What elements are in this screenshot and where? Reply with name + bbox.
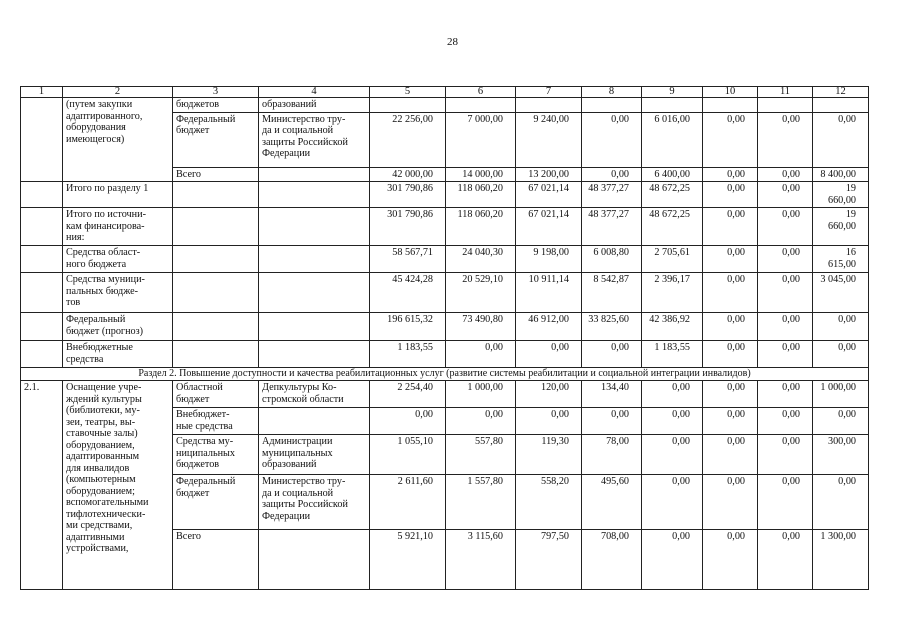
value-cell: 0,00: [642, 475, 703, 530]
row-number-cell: [21, 98, 63, 182]
value-cell: 16 615,00: [813, 246, 869, 273]
value-cell: 0,00: [703, 530, 758, 590]
cell-line: ниципальных: [176, 447, 235, 459]
source-cell: [173, 435, 259, 475]
cell-line: вспомогательными: [66, 497, 149, 508]
cell-line: тифлотехнически-: [66, 508, 146, 520]
executor-cell: [259, 208, 370, 246]
value-cell: 6 016,00: [642, 112, 703, 167]
value-cell: 557,80: [446, 435, 516, 475]
value-cell: 13 200,00: [516, 167, 582, 182]
value-cell: 1 557,80: [446, 475, 516, 530]
cell-line: Оснащение учре-: [66, 382, 142, 393]
table-row: [21, 273, 869, 313]
value-cell: 42 000,00: [370, 167, 446, 182]
value-cell: 0,00: [758, 475, 813, 530]
cell-line: адаптивными: [66, 531, 125, 543]
value-cell: [703, 98, 758, 113]
value-cell: 0,00: [642, 408, 703, 435]
source-cell: [173, 182, 259, 208]
description-cell: [63, 381, 173, 590]
value-cell: 1 000,00: [813, 381, 869, 408]
value-cell: 42 386,92: [642, 313, 703, 341]
value-cell: 73 490,80: [446, 313, 516, 341]
value-cell: 9 240,00: [516, 112, 582, 167]
cell-line: (библиотеки, му-: [66, 405, 140, 416]
value-cell: 10 911,14: [516, 273, 582, 313]
value-cell: 48 672,25: [642, 182, 703, 208]
value-cell: 0,00: [703, 273, 758, 313]
value-cell: 0,00: [642, 381, 703, 408]
value-cell: [582, 98, 642, 113]
source-cell: [173, 112, 259, 167]
value-cell: 2 611,60: [370, 475, 446, 530]
cell-line: бюджетов: [176, 459, 220, 470]
value-cell: 0,00: [370, 408, 446, 435]
executor-cell: [259, 530, 370, 590]
cell-line: да и социальной: [262, 487, 334, 499]
value-cell: 300,00: [813, 435, 869, 475]
description-cell: [63, 98, 173, 182]
value-cell: 301 790,86: [370, 182, 446, 208]
section-title-row: [21, 368, 869, 381]
executor-cell: образований: [259, 98, 370, 113]
value-cell: 0,00: [813, 313, 869, 341]
cell-line: бюджет: [176, 393, 210, 405]
description-cell: [63, 313, 173, 341]
value-cell: 0,00: [703, 208, 758, 246]
cell-line: тов: [66, 297, 81, 308]
cell-line: (путем закупки: [66, 99, 133, 110]
value-cell: 1 183,55: [370, 341, 446, 368]
value-cell: 0,00: [582, 408, 642, 435]
value-cell: 0,00: [703, 182, 758, 208]
value-cell: 120,00: [516, 381, 582, 408]
source-cell: Всего: [173, 530, 259, 590]
executor-cell: [259, 112, 370, 167]
executor-cell: [259, 167, 370, 182]
value-cell: [370, 98, 446, 113]
column-header: 10: [703, 87, 758, 98]
cell-line: ные средства: [176, 420, 233, 432]
value-cell: 20 529,10: [446, 273, 516, 313]
cell-line: образований: [262, 459, 317, 470]
cell-line: ми средствами,: [66, 520, 133, 531]
value-cell: 0,00: [703, 341, 758, 368]
column-header: 3: [173, 87, 259, 98]
executor-cell: [259, 246, 370, 273]
description-cell: [63, 273, 173, 313]
value-cell: [516, 98, 582, 113]
row-number-cell: [21, 273, 63, 313]
source-cell: Всего: [173, 167, 259, 182]
value-cell: 1 055,10: [370, 435, 446, 475]
value-cell: 1 000,00: [446, 381, 516, 408]
value-cell: 558,20: [516, 475, 582, 530]
value-cell: 0,00: [758, 167, 813, 182]
cell-line: зеи, театры, вы-: [66, 416, 136, 428]
source-cell: [173, 381, 259, 408]
value-cell: 3 115,60: [446, 530, 516, 590]
row-number-cell: 2.1.: [21, 381, 63, 590]
value-cell: 0,00: [813, 408, 869, 435]
cell-line: Министерство тру-: [262, 113, 346, 125]
table-row: [21, 98, 869, 113]
value-cell: 134,40: [582, 381, 642, 408]
budget-table: [20, 86, 869, 590]
value-cell: 67 021,14: [516, 208, 582, 246]
value-cell: 58 567,71: [370, 246, 446, 273]
cell-line: кам финансирова-: [66, 220, 145, 232]
value-cell: 0,00: [446, 408, 516, 435]
cell-line: средства: [66, 353, 104, 365]
header-row: [21, 87, 869, 98]
value-cell: 0,00: [582, 167, 642, 182]
cell-line: стромской области: [262, 393, 344, 405]
value-cell: 0,00: [516, 341, 582, 368]
value-cell: 1 300,00: [813, 530, 869, 590]
source-cell: [173, 313, 259, 341]
cell-line: Министерство тру-: [262, 476, 346, 487]
value-cell: 118 060,20: [446, 182, 516, 208]
cell-line: Федеральный: [176, 476, 236, 487]
value-cell: 0,00: [758, 530, 813, 590]
cell-line: устройствами,: [66, 543, 129, 554]
value-cell: 19 660,00: [813, 208, 869, 246]
value-cell: 495,60: [582, 475, 642, 530]
value-cell: 46 912,00: [516, 313, 582, 341]
description-cell: [63, 341, 173, 368]
value-cell: 118 060,20: [446, 208, 516, 246]
executor-cell: [259, 381, 370, 408]
row-number-cell: [21, 246, 63, 273]
value-cell: 48 377,27: [582, 208, 642, 246]
cell-line: имеющегося): [66, 133, 125, 145]
table-row: [21, 182, 869, 208]
value-cell: 0,00: [758, 182, 813, 208]
value-cell: 45 424,28: [370, 273, 446, 313]
cell-line: Депкультуры Ко-: [262, 382, 337, 393]
cell-line: оборудованием,: [66, 439, 135, 451]
value-cell: 0,00: [642, 435, 703, 475]
value-cell: 0,00: [642, 530, 703, 590]
cell-line: да и социальной: [262, 125, 334, 136]
value-cell: 14 000,00: [446, 167, 516, 182]
description-cell: [63, 246, 173, 273]
value-cell: 0,00: [703, 408, 758, 435]
row-number-cell: [21, 208, 63, 246]
value-cell: 0,00: [758, 341, 813, 368]
value-cell: 6 008,80: [582, 246, 642, 273]
cell-line: Внебюджет-: [176, 409, 230, 420]
value-cell: 1 183,55: [642, 341, 703, 368]
column-header: 5: [370, 87, 446, 98]
cell-line: оборудованием;: [66, 485, 135, 497]
cell-line: Областной: [176, 382, 223, 393]
value-cell: 0,00: [758, 208, 813, 246]
value-cell: 0,00: [516, 408, 582, 435]
cell-line: муниципальных: [262, 447, 333, 459]
value-cell: 0,00: [758, 381, 813, 408]
value-cell: 0,00: [703, 435, 758, 475]
value-cell: 7 000,00: [446, 112, 516, 167]
cell-line: (компьютерным: [66, 474, 136, 485]
value-cell: 0,00: [758, 246, 813, 273]
source-cell: [173, 408, 259, 435]
value-cell: 48 377,27: [582, 182, 642, 208]
description-cell: [63, 208, 173, 246]
value-cell: 708,00: [582, 530, 642, 590]
executor-cell: [259, 435, 370, 475]
cell-line: бюджет: [176, 487, 210, 499]
cell-line: защиты Российской: [262, 499, 348, 510]
cell-line: адаптированным: [66, 451, 140, 462]
cell-line: бюджет: [176, 125, 210, 136]
value-cell: 196 615,32: [370, 313, 446, 341]
executor-cell: [259, 313, 370, 341]
row-number-cell: [21, 341, 63, 368]
value-cell: 78,00: [582, 435, 642, 475]
value-cell: 33 825,60: [582, 313, 642, 341]
source-cell: [173, 341, 259, 368]
source-cell: [173, 246, 259, 273]
cell-line: ставочные залы): [66, 428, 138, 439]
value-cell: 3 045,00: [813, 273, 869, 313]
executor-cell: [259, 273, 370, 313]
cell-line: оборудования: [66, 122, 126, 133]
cell-line: Федерации: [262, 148, 311, 159]
value-cell: 0,00: [758, 313, 813, 341]
column-header: 12: [813, 87, 869, 98]
value-cell: 0,00: [758, 273, 813, 313]
cell-line: Средства муници-: [66, 274, 145, 285]
column-header: 2: [63, 87, 173, 98]
value-cell: 2 254,40: [370, 381, 446, 408]
value-cell: 301 790,86: [370, 208, 446, 246]
value-cell: 0,00: [703, 475, 758, 530]
row-number-cell: [21, 182, 63, 208]
cell-line: бюджет (прогноз): [66, 325, 144, 337]
column-header: 7: [516, 87, 582, 98]
cell-line: для инвалидов: [66, 462, 130, 474]
value-cell: 797,50: [516, 530, 582, 590]
cell-line: Средства му-: [176, 436, 234, 447]
cell-line: Средства област-: [66, 247, 141, 258]
row-number-cell: [21, 313, 63, 341]
value-cell: 0,00: [758, 112, 813, 167]
cell-line: ния:: [66, 232, 85, 243]
value-cell: 0,00: [703, 167, 758, 182]
executor-cell: [259, 408, 370, 435]
column-header: 9: [642, 87, 703, 98]
value-cell: 9 198,00: [516, 246, 582, 273]
description-cell: Итого по разделу 1: [63, 182, 173, 208]
value-cell: 0,00: [703, 381, 758, 408]
cell-line: пальных бюдже-: [66, 285, 139, 297]
table-row: [21, 313, 869, 341]
value-cell: 0,00: [703, 313, 758, 341]
value-cell: 2 705,61: [642, 246, 703, 273]
column-header: 6: [446, 87, 516, 98]
column-header: 11: [758, 87, 813, 98]
table-row: [21, 341, 869, 368]
executor-cell: [259, 475, 370, 530]
table-row: [21, 208, 869, 246]
page-number: 28: [447, 36, 458, 48]
value-cell: 0,00: [446, 341, 516, 368]
value-cell: 8 400,00: [813, 167, 869, 182]
value-cell: 48 672,25: [642, 208, 703, 246]
cell-line: защиты Российской: [262, 136, 348, 148]
executor-cell: [259, 341, 370, 368]
value-cell: 0,00: [758, 435, 813, 475]
value-cell: 0,00: [703, 246, 758, 273]
cell-line: Администрации: [262, 436, 333, 447]
value-cell: 0,00: [758, 408, 813, 435]
value-cell: 0,00: [582, 112, 642, 167]
value-cell: 0,00: [813, 112, 869, 167]
cell-line: Федерации: [262, 510, 311, 522]
value-cell: 6 400,00: [642, 167, 703, 182]
cell-line: Итого по источни-: [66, 209, 146, 220]
table-row: [21, 381, 869, 408]
value-cell: 24 040,30: [446, 246, 516, 273]
value-cell: [642, 98, 703, 113]
source-cell: [173, 273, 259, 313]
cell-line: Внебюджетные: [66, 342, 133, 353]
cell-line: адаптированного,: [66, 110, 143, 122]
value-cell: 0,00: [813, 341, 869, 368]
value-cell: [446, 98, 516, 113]
value-cell: 0,00: [813, 475, 869, 530]
table-row: [21, 246, 869, 273]
value-cell: 0,00: [703, 112, 758, 167]
value-cell: [813, 98, 869, 113]
section-title: Раздел 2. Повышение доступности и качества реабилитационных услуг (развитие системы реабилитации и социальной интеграции инвалидов): [21, 368, 869, 381]
cell-line: Федеральный: [176, 113, 236, 125]
value-cell: [758, 98, 813, 113]
value-cell: 5 921,10: [370, 530, 446, 590]
value-cell: 119,30: [516, 435, 582, 475]
value-cell: 22 256,00: [370, 112, 446, 167]
cell-line: ждений культуры: [66, 393, 142, 405]
executor-cell: [259, 182, 370, 208]
column-header: 1: [21, 87, 63, 98]
value-cell: 0,00: [582, 341, 642, 368]
source-cell: бюджетов: [173, 98, 259, 113]
cell-line: ного бюджета: [66, 258, 127, 270]
cell-line: Федеральный: [66, 314, 126, 325]
column-header: 8: [582, 87, 642, 98]
source-cell: [173, 208, 259, 246]
column-header: 4: [259, 87, 370, 98]
value-cell: 19 660,00: [813, 182, 869, 208]
value-cell: 2 396,17: [642, 273, 703, 313]
value-cell: 8 542,87: [582, 273, 642, 313]
source-cell: [173, 475, 259, 530]
value-cell: 67 021,14: [516, 182, 582, 208]
